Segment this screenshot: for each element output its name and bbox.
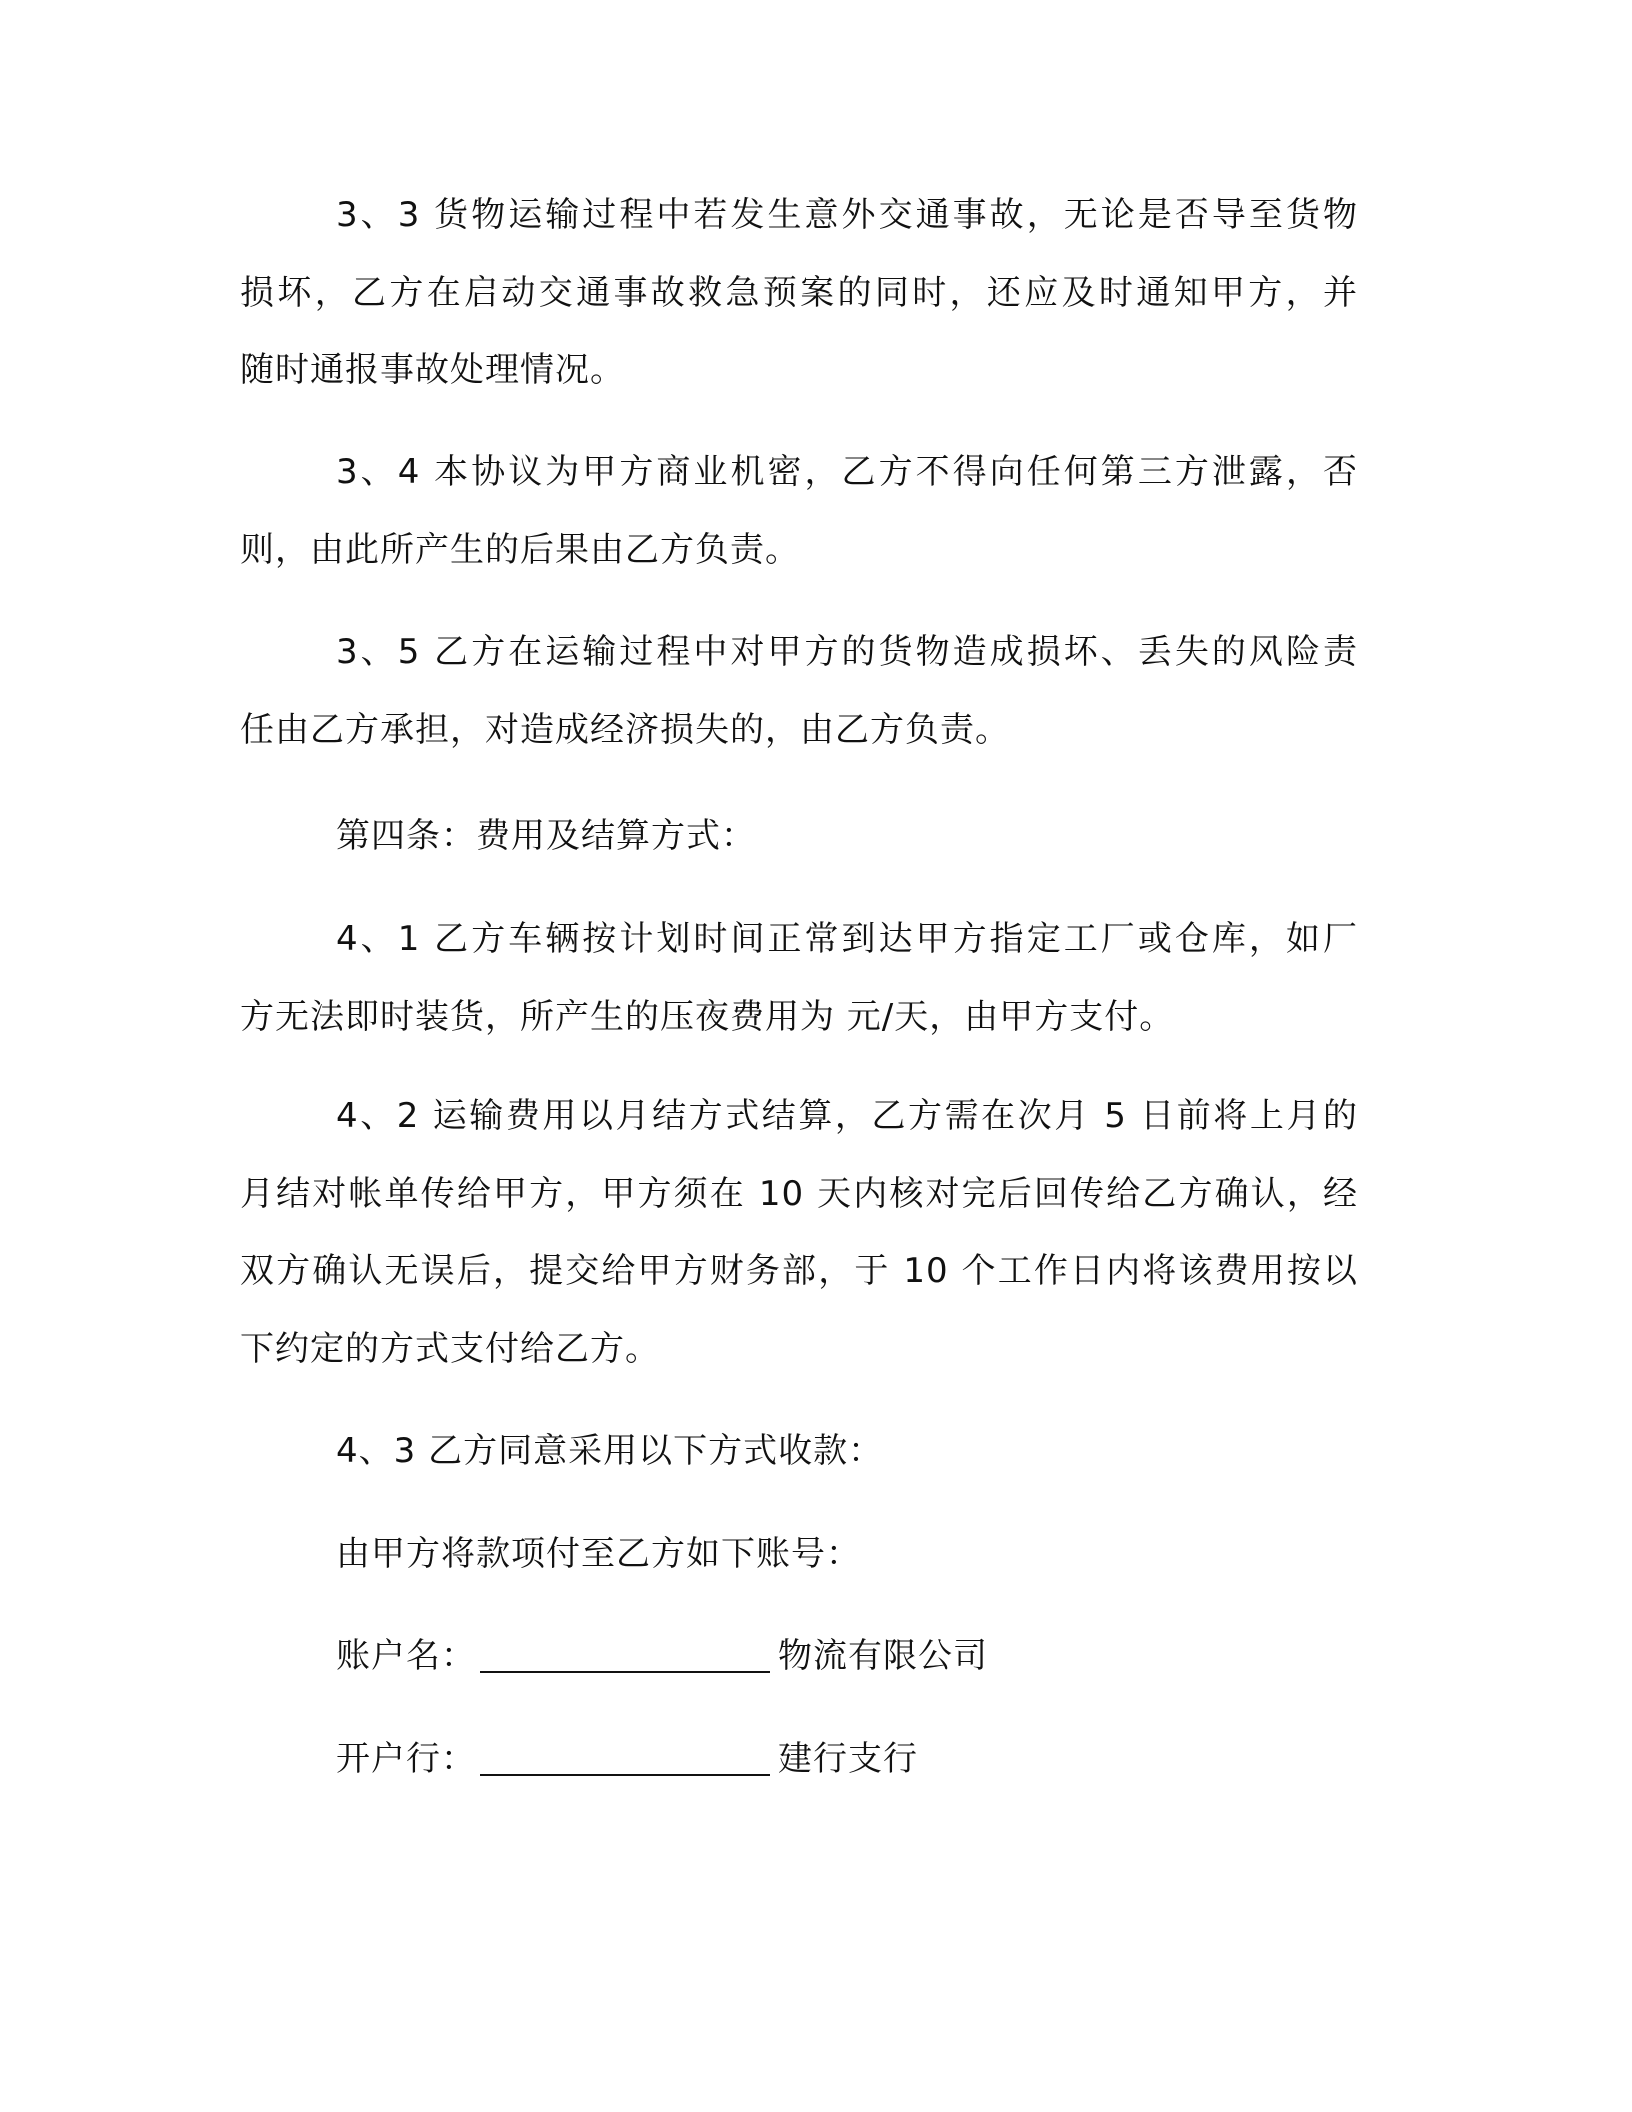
paragraph-line: 4、2 运输费用以月结方式结算，乙方需在次月 5 日前将上月的 xyxy=(336,1096,1358,1136)
paragraph-line: 方无法即时装货，所产生的压夜费用为 元/天，由甲方支付。 xyxy=(240,996,1175,1037)
paragraph-line: 任由乙方承担，对造成经济损失的，由乙方负责。 xyxy=(240,709,1010,750)
account-name-suffix: 物流有限公司 xyxy=(778,1636,988,1676)
section-heading: 第四条：费用及结算方式： xyxy=(336,816,756,856)
account-name-line xyxy=(240,1618,1370,1696)
bank-row xyxy=(240,1721,1370,1799)
paragraph-line: 3、4 本协议为甲方商业机密，乙方不得向任何第三方泄露，否 xyxy=(336,452,1358,492)
account-name-row xyxy=(240,1618,1370,1696)
payment-intro xyxy=(240,1516,1370,1594)
clause-3-3 xyxy=(240,177,1370,410)
paragraph-line: 4、3 乙方同意采用以下方式收款： xyxy=(336,1431,884,1471)
clause-3-4 xyxy=(240,434,1370,589)
account-name-blank-field[interactable] xyxy=(480,1641,770,1673)
bank-label: 开户行： xyxy=(336,1739,476,1779)
account-name-label: 账户名： xyxy=(336,1636,476,1676)
clause-4-3 xyxy=(240,1413,1370,1491)
bank-blank-field[interactable] xyxy=(480,1744,770,1776)
clause-4-1 xyxy=(240,901,1370,1056)
bank-line xyxy=(240,1721,1370,1799)
paragraph-line: 则，由此所产生的后果由乙方负责。 xyxy=(240,529,800,570)
paragraph-line: 3、5 乙方在运输过程中对甲方的货物造成损坏、丢失的风险责 xyxy=(336,632,1358,672)
article-4-heading xyxy=(240,798,1370,876)
clause-3-5 xyxy=(240,614,1370,769)
paragraph-line: 双方确认无误后，提交给甲方财务部，于 10 个工作日内将该费用按以 xyxy=(240,1251,1358,1291)
paragraph-line: 4、1 乙方车辆按计划时间正常到达甲方指定工厂或仓库，如厂 xyxy=(336,919,1358,959)
clause-4-2 xyxy=(240,1078,1370,1388)
paragraph-line: 3、3 货物运输过程中若发生意外交通事故，无论是否导至货物 xyxy=(336,195,1358,235)
paragraph-line: 随时通报事故处理情况。 xyxy=(240,350,625,390)
paragraph-line: 下约定的方式支付给乙方。 xyxy=(240,1328,660,1369)
paragraph-line: 由甲方将款项付至乙方如下账号： xyxy=(336,1534,861,1574)
paragraph-line: 损坏，乙方在启动交通事故救急预案的同时，还应及时通知甲方，并 xyxy=(240,272,1358,313)
paragraph-line: 月结对帐单传给甲方，甲方须在 10 天内核对完后回传给乙方确认，经 xyxy=(240,1173,1358,1214)
bank-suffix: 建行支行 xyxy=(778,1739,918,1779)
